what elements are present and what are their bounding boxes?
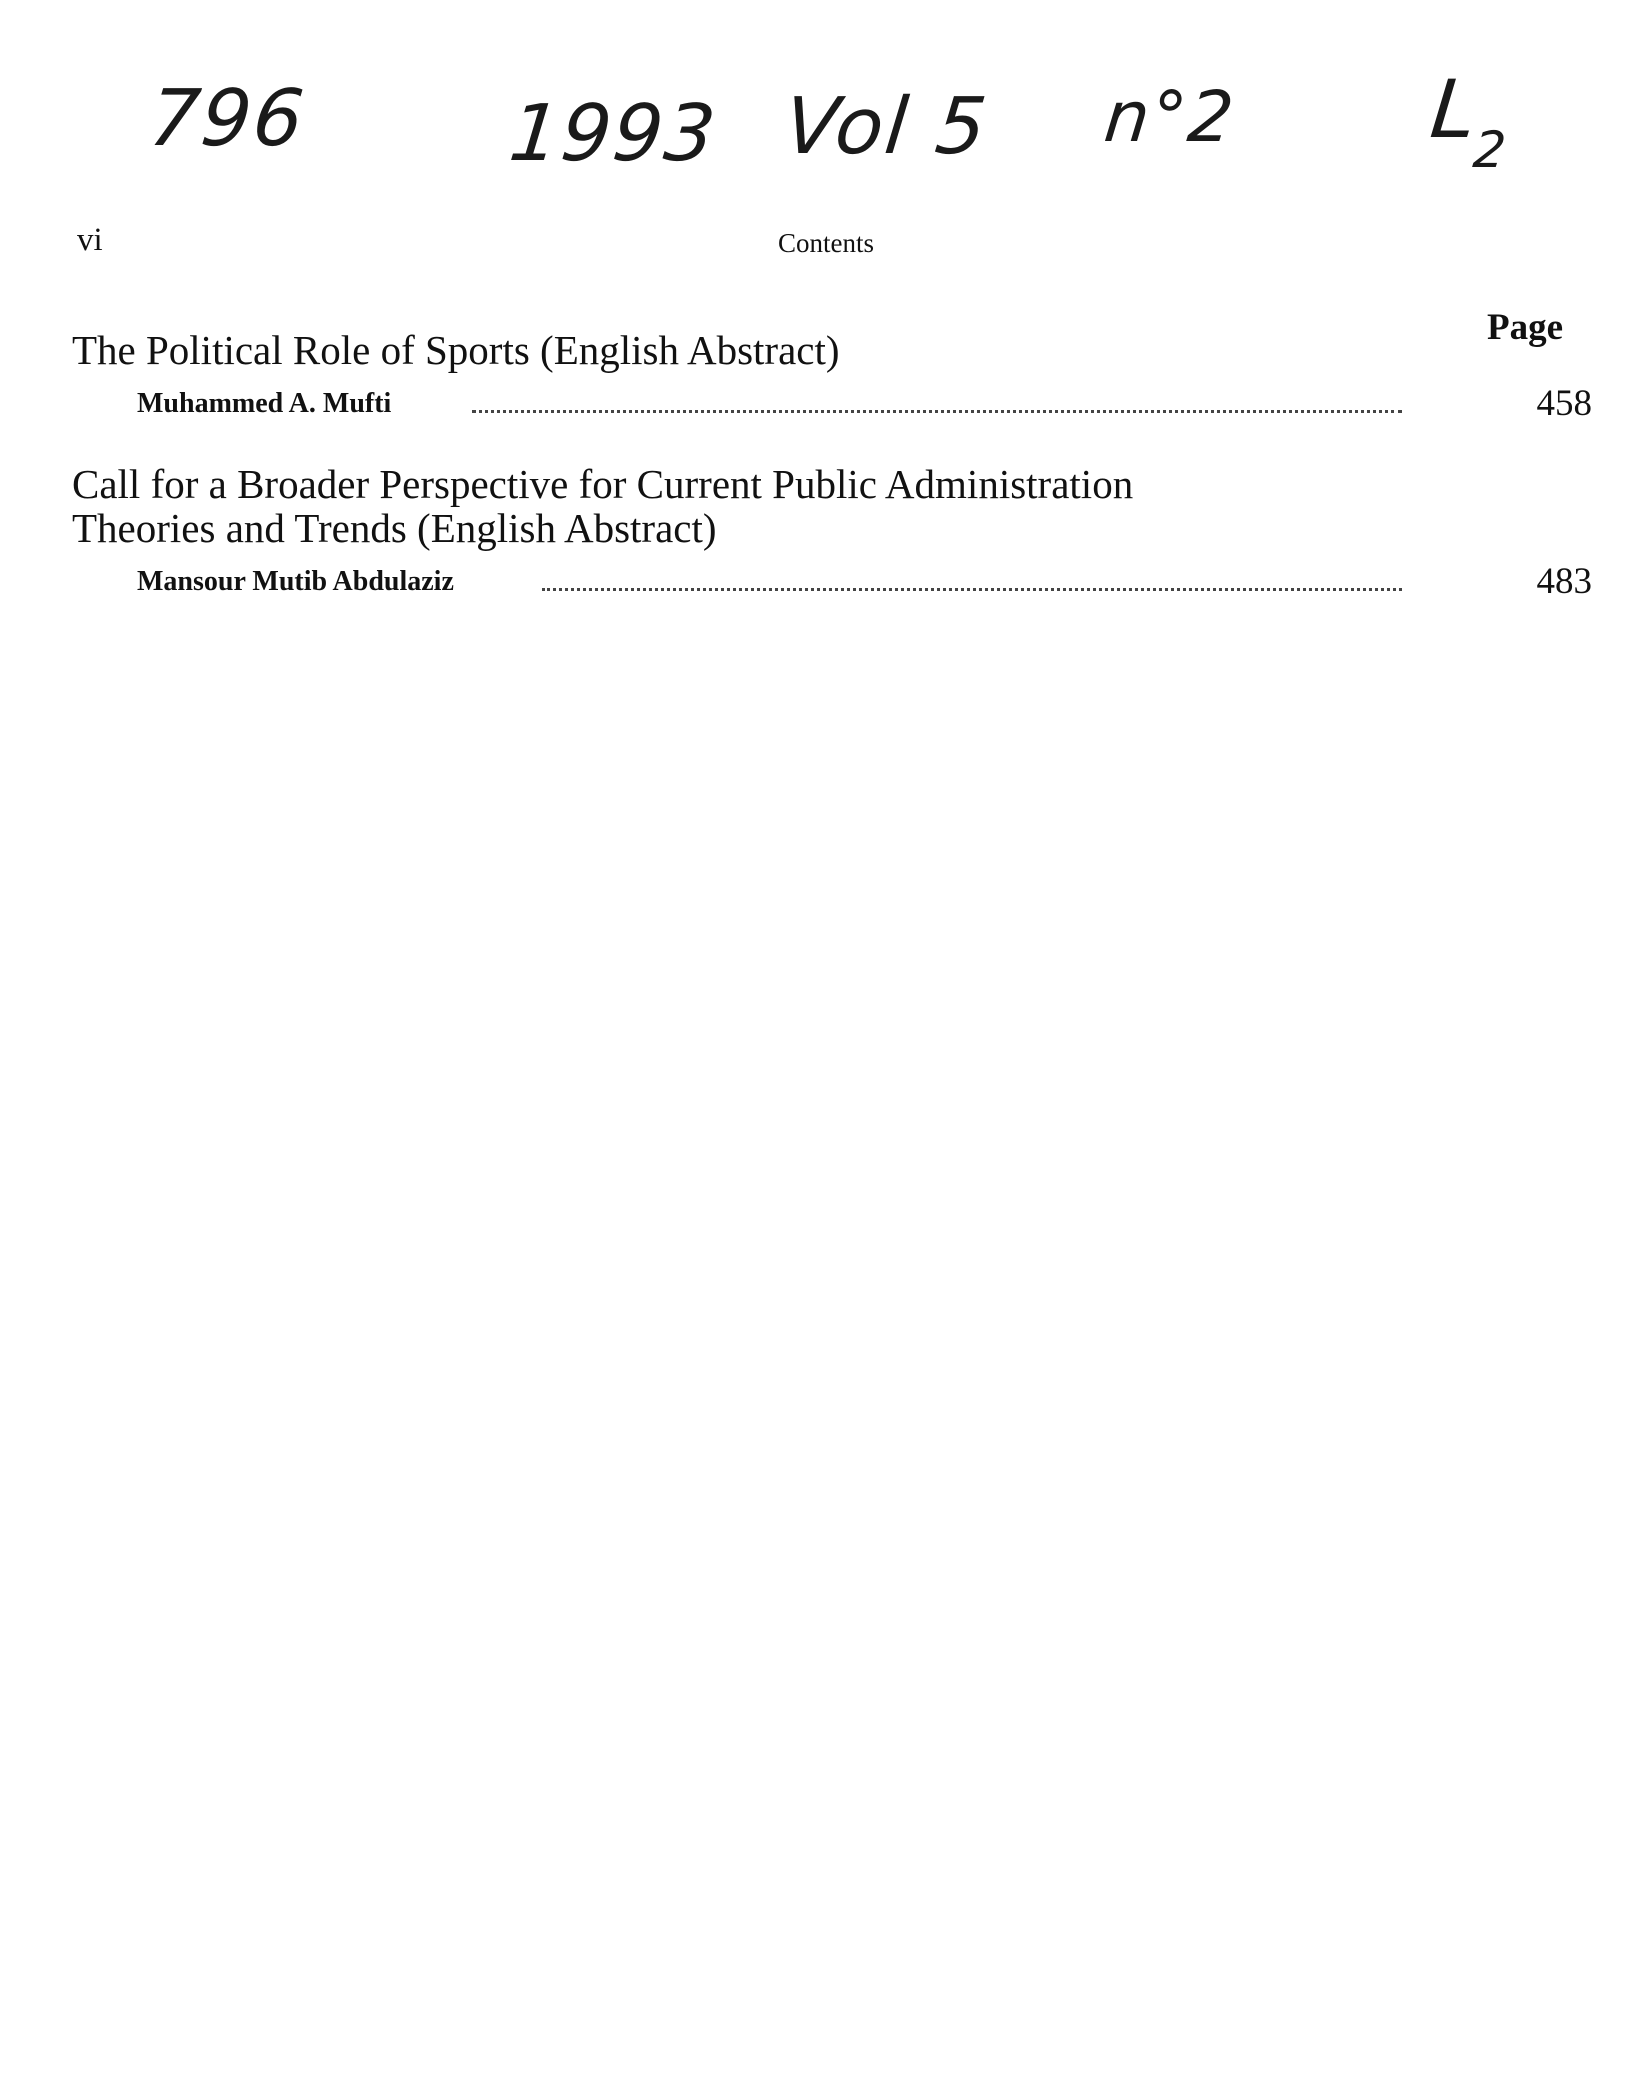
entry-page-number: 458 bbox=[1536, 383, 1592, 424]
dot-leader bbox=[472, 410, 1402, 413]
entry-author-row bbox=[72, 382, 1592, 426]
running-header bbox=[0, 222, 1649, 262]
entry-title-line: Theories and Trends (English Abstract) bbox=[72, 505, 717, 551]
toc-entry bbox=[72, 461, 1592, 604]
handwritten-volume: Vol 5 bbox=[780, 82, 993, 172]
page-column-heading: Page bbox=[1486, 307, 1563, 348]
entry-title: The Political Role of Sports (English Abstract) bbox=[72, 327, 840, 373]
entry-author: Muhammed A. Mufti bbox=[137, 388, 405, 420]
handwritten-mark-subscript: 2 bbox=[1470, 121, 1511, 179]
running-title: Contents bbox=[778, 228, 875, 258]
handwritten-number: 796 bbox=[145, 74, 310, 164]
entry-page-number: 483 bbox=[1536, 561, 1592, 602]
page-number-roman: vi bbox=[77, 222, 103, 258]
handwritten-year: 1993 bbox=[505, 89, 722, 179]
handwritten-mark-letter: L bbox=[1426, 63, 1483, 156]
entry-title bbox=[72, 462, 1252, 550]
dot-leader bbox=[542, 588, 1402, 591]
entry-title-line: Call for a Broader Perspective for Current Public Administration bbox=[72, 461, 1134, 507]
entry-author: Mansour Mutib Abdulaziz bbox=[137, 566, 468, 598]
handwritten-mark bbox=[1424, 63, 1515, 179]
handwritten-issue: n°2 bbox=[1100, 76, 1240, 158]
handwritten-annotation bbox=[0, 60, 1649, 220]
entry-author-row bbox=[72, 560, 1592, 604]
